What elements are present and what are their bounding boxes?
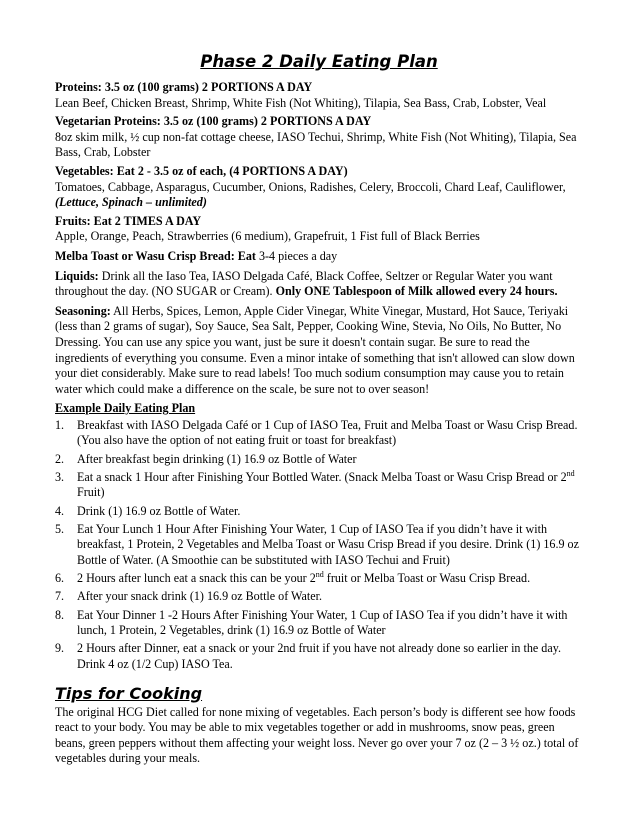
melba-paragraph <box>55 249 583 265</box>
fruits-text: Apple, Orange, Peach, Strawberries (6 medium), Grapefruit, 1 Fist full of Black Berries <box>55 229 480 244</box>
vegetables-heading: Vegetables: Eat 2 - 3.5 oz of each, (4 PORTIONS A DAY) <box>55 163 348 178</box>
vegetarian-proteins-text: 8oz skim milk, ½ cup non-fat cottage cheese, IASO Techui, Shrimp, White Fish (Not Whiting), Tilapia, Sea Bass, Crab, Lobster <box>55 129 577 160</box>
seasoning-section <box>55 304 583 398</box>
list-item-number: 8. <box>55 607 65 622</box>
list-item <box>55 641 583 672</box>
list-item-number: 9. <box>55 641 65 656</box>
list-item <box>55 608 583 639</box>
list-item <box>55 418 583 449</box>
seasoning-paragraph <box>55 304 583 398</box>
vegetables-text: Tomatoes, Cabbage, Asparagus, Cucumber, Onions, Radishes, Celery, Broccoli, Chard Leaf, Cauliflower, <box>55 179 566 194</box>
melba-section <box>55 249 583 265</box>
fruits-section <box>55 214 583 245</box>
list-item-text-after: Fruit) <box>77 485 105 500</box>
list-item-text-after: fruit or Melba Toast or Wasu Crisp Bread. <box>323 571 531 586</box>
example-plan-list <box>55 418 583 673</box>
list-item-superscript: nd <box>315 570 324 580</box>
list-item-number: 6. <box>55 571 65 586</box>
liquids-paragraph <box>55 269 583 300</box>
list-item-text: Breakfast with IASO Delgada Café or 1 Cup of IASO Tea, Fruit and Melba Toast or Wasu Crisp Bread. (You also have the option of not eating fruit or toast for breakfast) <box>77 417 578 448</box>
tips-text: The original HCG Diet called for none mixing of vegetables. Each person’s body is different see how foods react to your body. You may be able to mix vegetables together or add in mushrooms, snow peas, green beans, green peppers without them affecting your weight loss. Never go over your 7 oz (2 – 3 ½ oz.) total of vegetables during your meals. <box>55 704 579 766</box>
list-item-number: 5. <box>55 521 65 536</box>
list-item-text: After your snack drink (1) 16.9 oz Bottle of Water. <box>77 589 322 604</box>
vegetables-unlimited-note: (Lettuce, Spinach – unlimited) <box>55 195 207 210</box>
fruits-heading: Fruits: Eat 2 TIMES A DAY <box>55 213 202 228</box>
liquids-text: Drink all the Iaso Tea, IASO Delgada Café, Black Coffee, Seltzer or Regular Water you want throughout the day. (NO SUGAR or Cream). <box>55 268 553 299</box>
list-item-number: 2. <box>55 451 65 466</box>
melba-text: 3-4 pieces a day <box>255 248 338 263</box>
list-item <box>55 571 583 587</box>
example-plan-section <box>55 401 583 672</box>
list-item-text: After breakfast begin drinking (1) 16.9 oz Bottle of Water <box>77 451 357 466</box>
vegetables-section <box>55 164 583 211</box>
list-item <box>55 522 583 569</box>
list-item <box>55 470 583 501</box>
tips-heading: Tips for Cooking <box>55 683 203 703</box>
list-item-number: 3. <box>55 469 65 484</box>
liquids-section <box>55 269 583 300</box>
proteins-text: Lean Beef, Chicken Breast, Shrimp, White Fish (Not Whiting), Tilapia, Sea Bass, Crab, Lobster, Veal <box>55 95 547 110</box>
list-item-number: 1. <box>55 417 65 432</box>
page-title: Phase 2 Daily Eating Plan <box>200 52 438 71</box>
vegetables-paragraph <box>55 180 583 211</box>
list-item <box>55 504 583 520</box>
seasoning-text: All Herbs, Spices, Lemon, Apple Cider Vinegar, White Vinegar, Mustard, Hot Sauce, Teriyaki (less than 2 grams of sugar), Soy Sauce, Sea Salt, Pepper, Cooking Wine, Stevia, No Oils, No Butter, No Dressing. You can use any spice you want, just be sure it doesn't contain sugar. Be sure to read the ingredients of everything you consume. Even a minor intake of something that isn't allowed can slow down your diet considerably. Make sure to read labels! Too much sodium consumption may cause you to retain water which could make a difference on the scale, be sure not to over season! <box>55 303 575 396</box>
seasoning-heading: Seasoning: <box>55 303 111 318</box>
list-item <box>55 452 583 468</box>
list-item-text: 2 Hours after lunch eat a snack this can be your 2 <box>77 571 316 586</box>
list-item-text: 2 Hours after Dinner, eat a snack or your 2nd fruit if you have not already done so earlier in the day. Drink 4 oz (1/2 Cup) IASO Tea. <box>77 641 561 671</box>
list-item-number: 4. <box>55 503 65 518</box>
vegetarian-proteins-heading: Vegetarian Proteins: 3.5 oz (100 grams) 2 PORTIONS A DAY <box>55 114 372 129</box>
list-item-number: 7. <box>55 589 65 604</box>
vegetarian-proteins-section <box>55 114 583 161</box>
melba-heading: Melba Toast or Wasu Crisp Bread: Eat <box>55 248 256 263</box>
example-plan-heading: Example Daily Eating Plan <box>55 401 196 416</box>
list-item-text: Eat Your Dinner 1 -2 Hours After Finishing Your Water, 1 Cup of IASO Tea if you didn’t have it with lunch, 1 Protein, 2 Vegetables, drink (1) 16.9 oz Bottle of Water <box>77 607 568 638</box>
proteins-heading: Proteins: 3.5 oz (100 grams) 2 PORTIONS A DAY <box>55 80 313 94</box>
list-item <box>55 589 583 605</box>
list-item-text: Drink (1) 16.9 oz Bottle of Water. <box>77 503 241 518</box>
liquids-milk-note: Only ONE Tablespoon of Milk allowed every 24 hours. <box>275 284 558 299</box>
list-item-text: Eat a snack 1 Hour after Finishing Your Bottled Water. (Snack Melba Toast or Wasu Crisp Bread or 2 <box>77 469 567 484</box>
list-item-superscript: nd <box>566 468 575 478</box>
liquids-heading: Liquids: <box>55 268 99 283</box>
list-item-text: Eat Your Lunch 1 Hour After Finishing Your Water, 1 Cup of IASO Tea if you didn’t have it with breakfast, 1 Protein, 2 Vegetables and Melba Toast or Wasu Crisp Bread if you desire. Drink (1) 16.9 oz Bottle of Water. (A Smoothie can be substituted with IASO Techui and Fruit) <box>77 521 579 567</box>
proteins-section <box>55 80 583 111</box>
